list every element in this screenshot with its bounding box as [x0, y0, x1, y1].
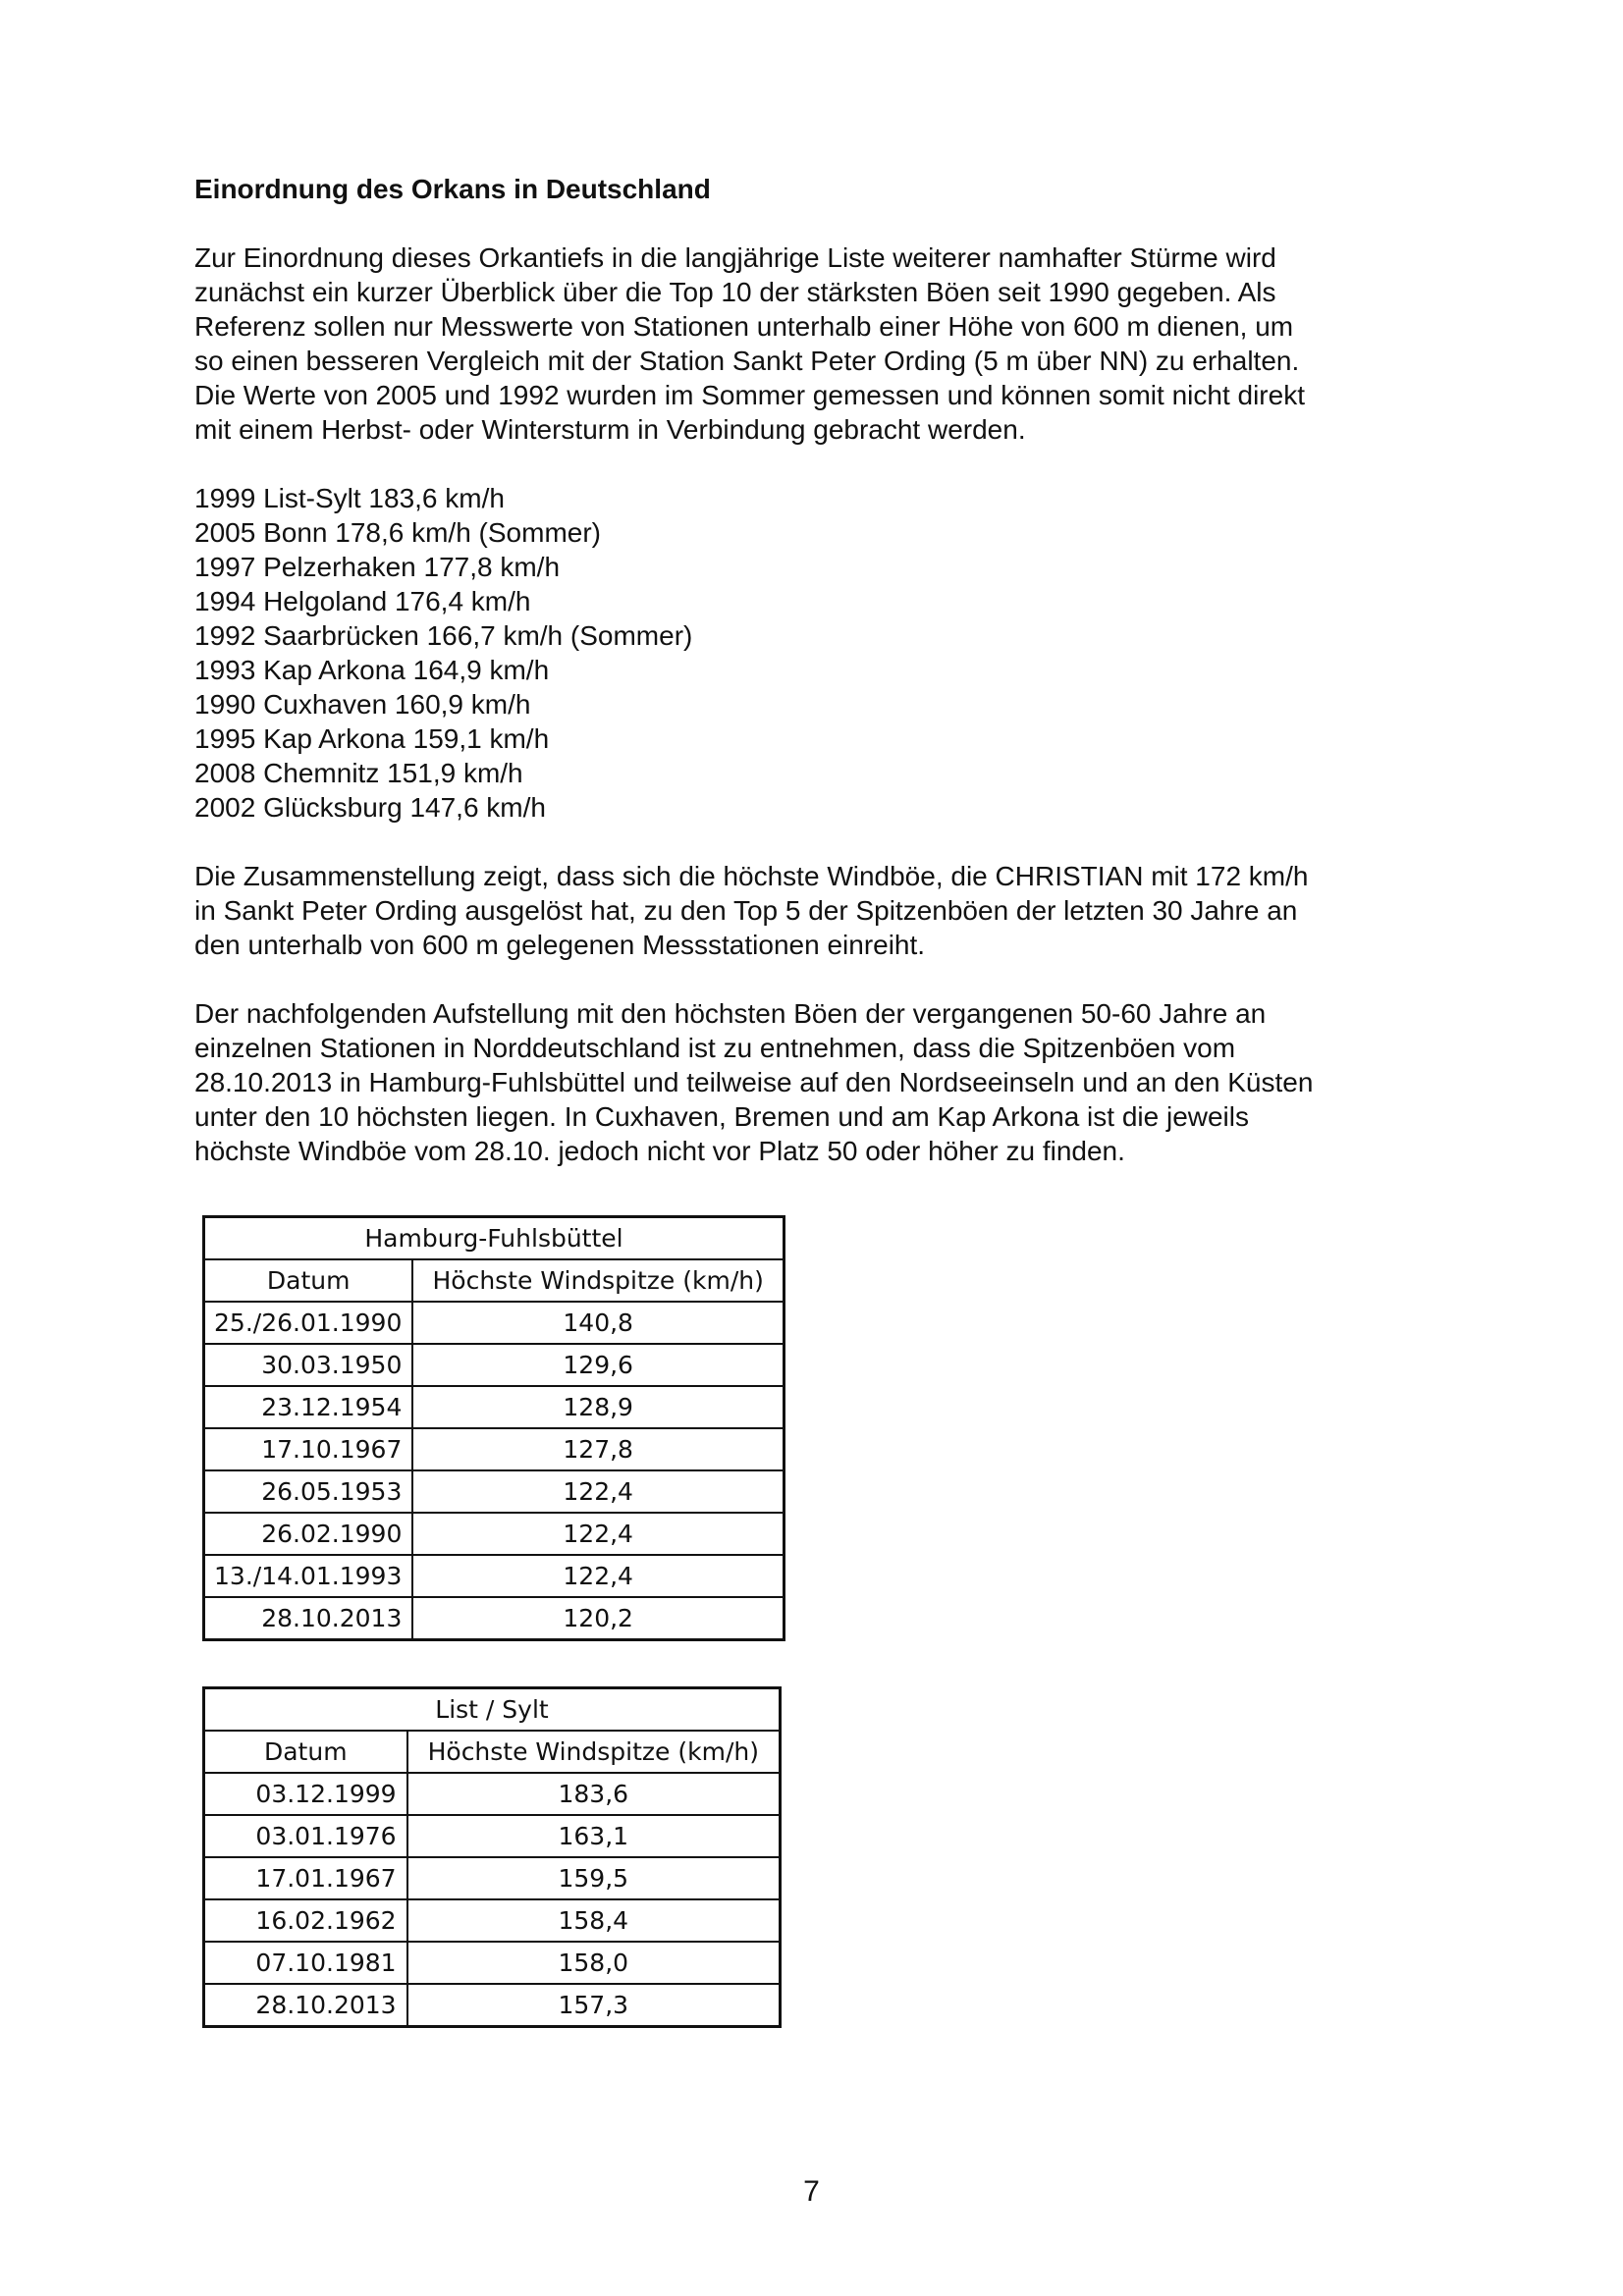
text-line: in Sankt Peter Ording ausgelöst hat, zu den Top 5 der Spitzenböen der letzten 30 Jahre an: [194, 895, 1298, 926]
cell-value: 122,4: [412, 1555, 784, 1597]
column-header-value: Höchste Windspitze (km/h): [407, 1731, 781, 1773]
text-line: so einen besseren Vergleich mit der Station Sankt Peter Ording (5 m über NN) zu erhalten.: [194, 346, 1300, 376]
column-header-value: Höchste Windspitze (km/h): [412, 1259, 784, 1302]
table-row: [204, 1815, 781, 1857]
cell-date: 03.01.1976: [204, 1815, 407, 1857]
page-content: [194, 172, 1441, 1202]
list-item: 1999 List-Sylt 183,6 km/h: [194, 483, 505, 513]
cell-date: 07.10.1981: [204, 1942, 407, 1984]
cell-date: 26.05.1953: [204, 1470, 413, 1513]
top10-gust-list: [194, 481, 1441, 825]
table-row: [204, 1899, 781, 1942]
cell-date: 28.10.2013: [204, 1597, 413, 1640]
table-title: List / Sylt: [204, 1688, 781, 1732]
paragraph-north: [194, 996, 1441, 1168]
list-item: 1990 Cuxhaven 160,9 km/h: [194, 689, 531, 720]
text-line: unter den 10 höchsten liegen. In Cuxhaven, Bremen und am Kap Arkona ist die jeweils: [194, 1101, 1249, 1132]
cell-date: 13./14.01.1993: [204, 1555, 413, 1597]
cell-value: 122,4: [412, 1513, 784, 1555]
text-line: einzelnen Stationen in Norddeutschland ist zu entnehmen, dass die Spitzenböen vom: [194, 1033, 1236, 1063]
paragraph-summary: [194, 859, 1441, 962]
paragraph-intro: [194, 240, 1441, 447]
text-line: zunächst ein kurzer Überblick über die Top 10 der stärksten Böen seit 1990 gegeben. Als: [194, 277, 1276, 307]
cell-value: 122,4: [412, 1470, 784, 1513]
cell-date: 28.10.2013: [204, 1984, 407, 2027]
list-item: 1995 Kap Arkona 159,1 km/h: [194, 723, 550, 754]
table-list-sylt: [202, 1686, 782, 2028]
column-header-date: Datum: [204, 1259, 413, 1302]
cell-value: 127,8: [412, 1428, 784, 1470]
cell-value: 163,1: [407, 1815, 781, 1857]
table-row: [204, 1302, 784, 1344]
list-item: 2005 Bonn 178,6 km/h (Sommer): [194, 517, 601, 548]
table-row: [204, 1597, 784, 1640]
cell-date: 03.12.1999: [204, 1773, 407, 1815]
table-row: [204, 1470, 784, 1513]
list-item: 1992 Saarbrücken 166,7 km/h (Sommer): [194, 620, 693, 651]
cell-value: 159,5: [407, 1857, 781, 1899]
cell-value: 158,4: [407, 1899, 781, 1942]
text-line: Referenz sollen nur Messwerte von Stationen unterhalb einer Höhe von 600 m dienen, um: [194, 311, 1294, 342]
text-line: Zur Einordnung dieses Orkantiefs in die langjährige Liste weiterer namhafter Stürme wird: [194, 242, 1276, 273]
text-line: den unterhalb von 600 m gelegenen Messstationen einreiht.: [194, 930, 926, 960]
cell-value: 140,8: [412, 1302, 784, 1344]
cell-date: 16.02.1962: [204, 1899, 407, 1942]
cell-date: 17.10.1967: [204, 1428, 413, 1470]
column-header-date: Datum: [204, 1731, 407, 1773]
section-heading: Einordnung des Orkans in Deutschland: [194, 174, 711, 204]
list-item: 2008 Chemnitz 151,9 km/h: [194, 758, 523, 788]
cell-date: 25./26.01.1990: [204, 1302, 413, 1344]
table-row: [204, 1513, 784, 1555]
table-row: [204, 1984, 781, 2027]
table-hamburg-fuhlsbuettel: [202, 1215, 785, 1641]
text-line: 28.10.2013 in Hamburg-Fuhlsbüttel und teilweise auf den Nordseeinseln und an den Küsten: [194, 1067, 1314, 1097]
text-line: mit einem Herbst- oder Wintersturm in Verbindung gebracht werden.: [194, 414, 1026, 445]
list-item: 1993 Kap Arkona 164,9 km/h: [194, 655, 550, 685]
text-line: Die Werte von 2005 und 1992 wurden im Sommer gemessen und können somit nicht direkt: [194, 380, 1305, 410]
cell-value: 183,6: [407, 1773, 781, 1815]
cell-date: 30.03.1950: [204, 1344, 413, 1386]
cell-value: 158,0: [407, 1942, 781, 1984]
text-line: Die Zusammenstellung zeigt, dass sich die höchste Windböe, die CHRISTIAN mit 172 km/h: [194, 861, 1309, 891]
table-row: [204, 1386, 784, 1428]
cell-date: 23.12.1954: [204, 1386, 413, 1428]
cell-value: 120,2: [412, 1597, 784, 1640]
table-title: Hamburg-Fuhlsbüttel: [204, 1217, 784, 1260]
table-row: [204, 1773, 781, 1815]
table-row: [204, 1857, 781, 1899]
table-row: [204, 1428, 784, 1470]
page-number: 7: [803, 2175, 820, 2208]
text-line: höchste Windböe vom 28.10. jedoch nicht vor Platz 50 oder höher zu finden.: [194, 1136, 1125, 1166]
table-row: [204, 1555, 784, 1597]
cell-value: 128,9: [412, 1386, 784, 1428]
list-item: 2002 Glücksburg 147,6 km/h: [194, 792, 546, 823]
list-item: 1997 Pelzerhaken 177,8 km/h: [194, 552, 561, 582]
cell-date: 17.01.1967: [204, 1857, 407, 1899]
cell-date: 26.02.1990: [204, 1513, 413, 1555]
cell-value: 157,3: [407, 1984, 781, 2027]
table-row: [204, 1344, 784, 1386]
text-line: Der nachfolgenden Aufstellung mit den höchsten Böen der vergangenen 50-60 Jahre an: [194, 998, 1267, 1029]
list-item: 1994 Helgoland 176,4 km/h: [194, 586, 531, 616]
cell-value: 129,6: [412, 1344, 784, 1386]
table-row: [204, 1942, 781, 1984]
